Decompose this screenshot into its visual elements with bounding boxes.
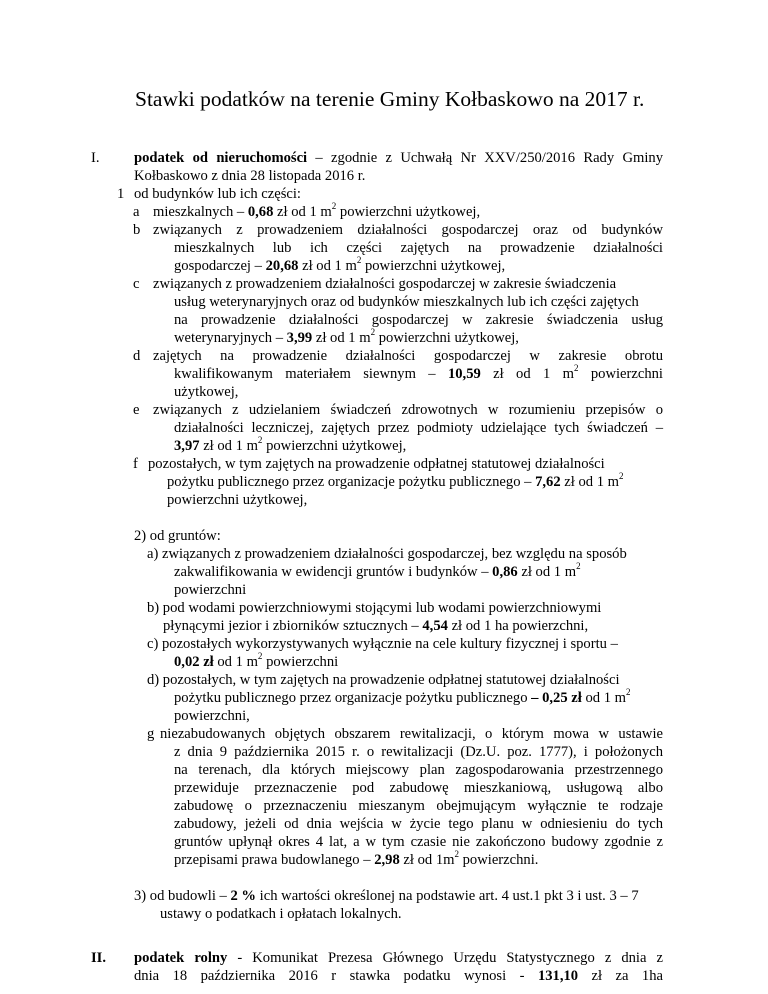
rate-value: 0,68 <box>247 204 274 220</box>
list-item-cont: zabudowy, jeżeli od dnia wejścia w życie tego planu w odniesieniu do tych <box>174 816 663 832</box>
list-item: 3) od budowli – 2 % ich wartości określonej na podstawie art. 4 ust.1 pkt 3 i ust. 3 – 7 <box>134 888 639 904</box>
rate-value: 3,97 <box>174 438 200 454</box>
list-label: 2) od gruntów: <box>134 528 221 544</box>
section-numeral: II. <box>91 950 107 966</box>
list-item-cont: gruntów upłynął okres 4 lat, a w tym czasie nie zakończono budowy zgodnie z <box>174 834 663 850</box>
list-item: związanych z udzielaniem świadczeń zdrowotnych w rozumieniu przepisów o <box>153 402 663 418</box>
list-item-cont: przepisami prawa budowlanego – 2,98 zł od $1m^2$ powierzchni. <box>174 849 539 868</box>
list-item-cont: powierzchni użytkowej, <box>167 492 308 508</box>
rate-value: 20,68 <box>265 258 299 274</box>
list-item-cont: powierzchni, <box>174 708 250 724</box>
list-item-cont: pożytku publicznego przez organizacje pożytku publicznego – 0,25 zł od 1 $m^2$ <box>174 687 631 706</box>
list-label: od budynków lub ich części: <box>134 186 301 202</box>
list-item-cont: użytkowej, <box>174 384 239 400</box>
list-item-cont: kwalifikowanym materiałem siewnym – 10,59 zł od 1 $m^2$ powierzchni <box>174 363 663 382</box>
list-item: zajętych na prowadzenie działalności gospodarczej w zakresie obrotu <box>153 348 663 364</box>
item-letter: c <box>133 276 140 292</box>
section-intro-line: podatek rolny - Komunikat Prezesa Głównego Urzędu Statystycznego z dnia z <box>134 950 663 966</box>
rate-value: 2,98 <box>374 852 400 868</box>
list-item: niezabudowanych objętych obszarem rewitalizacji, o którym mowa w ustawie <box>160 726 663 742</box>
list-item: b) pod wodami powierzchniowymi stojącymi lub wodami powierzchniowymi <box>147 600 602 616</box>
list-item-cont: zabudowę o przeznaczeniu mieszanym obejmującym wyłącznie te rodzaje <box>174 798 663 814</box>
rate-value: – 0,25 zł <box>531 690 582 706</box>
item-letter: g <box>147 726 155 742</box>
list-item-cont: z dnia 9 października 2015 r. o rewitalizacji (Dz.U. poz. 1777), i położonych <box>174 744 663 760</box>
section-numeral: I. <box>91 150 100 166</box>
item-letter: e <box>133 402 140 418</box>
list-item-cont: gospodarczej – 20,68 zł od 1 $m^2$ powierzchni użytkowej, <box>174 255 506 274</box>
rate-value: 131,10 <box>537 968 579 984</box>
list-item: a) związanych z prowadzeniem działalności gospodarczej, bez względu na sposób <box>147 546 627 562</box>
rate-value: 0,86 <box>492 564 518 580</box>
list-item-cont: weterynaryjnych – 3,99 zł od 1 $m^2$ powierzchni użytkowej, <box>174 327 519 346</box>
rate-value: 3,99 <box>286 330 313 346</box>
rate-value: 7,62 <box>535 474 561 490</box>
list-item-cont: zakwalifikowania w ewidencji gruntów i budynków – 0,86 zł od 1 $m^2$ <box>174 561 581 580</box>
item-letter: b <box>133 222 141 238</box>
rate-value: 2 % <box>230 888 257 904</box>
page-title: Stawki podatków na terenie Gminy Kołbaskowo na 2017 r. <box>135 87 645 111</box>
list-item-cont: przewiduje przeznaczenie pod zabudowę mieszkaniową, usługową albo <box>174 780 663 796</box>
rate-value: 0,02 zł <box>174 654 214 670</box>
section-intro-line: dnia 18 października 2016 r stawka podatku wynosi - 131,10 zł za 1ha <box>134 968 663 984</box>
list-item-cont: mieszkalnych lub ich części zajętych na prowadzenie działalności <box>174 240 663 256</box>
rate-value: 4,54 <box>422 618 448 634</box>
list-item: związanych z prowadzeniem działalności gospodarczej w zakresie świadczenia <box>153 276 617 292</box>
list-item-cont: płynącymi jezior i zbiorników sztucznych – 4,54 zł od 1 ha powierzchni, <box>163 618 589 634</box>
rate-value: 10,59 <box>447 366 481 382</box>
list-item: związanych z prowadzeniem działalności gospodarczej oraz od budynków <box>153 222 663 238</box>
list-item-cont: pożytku publicznego przez organizacje pożytku publicznego – 7,62 zł od 1 $m^2$ <box>167 471 624 490</box>
list-item-cont: na terenach, dla których miejscowy plan zagospodarowania przestrzennego <box>174 762 663 778</box>
section-heading: podatek od nieruchomości <box>134 150 308 166</box>
list-item-cont: 0,02 zł od 1 $m^2$ powierzchni <box>174 651 339 670</box>
list-item: mieszkalnych – 0,68 zł od 1 $m^2$ powierzchni użytkowej, <box>153 201 481 220</box>
item-letter: f <box>133 456 138 472</box>
list-item-cont: na prowadzenie działalności gospodarczej w zakresie świadczenia usług <box>174 312 663 328</box>
list-item-cont: powierzchni <box>174 582 247 598</box>
item-letter: d <box>133 348 141 364</box>
list-item-cont: ustawy o podatkach i opłatach lokalnych. <box>160 906 402 922</box>
section-intro-line: podatek od nieruchomości – zgodnie z Uchwałą Nr XXV/250/2016 Rady Gminy <box>134 150 663 166</box>
list-item-cont: 3,97 zł od 1 $m^2$ powierzchni użytkowej, <box>174 435 407 454</box>
list-item-cont: działalności leczniczej, zajętych przez podmioty udzielające tych świadczeń – <box>174 420 663 436</box>
list-item: c) pozostałych wykorzystywanych wyłącznie na cele kultury fizycznej i sportu – <box>147 636 618 652</box>
list-item-cont: usług weterynaryjnych oraz od budynków mieszkalnych lub ich części zajętych <box>174 294 639 310</box>
section-heading: podatek rolny <box>134 950 228 966</box>
item-letter: a <box>133 204 140 220</box>
list-item: d) pozostałych, w tym zajętych na prowadzenie odpłatnej statutowej działalności <box>147 672 620 688</box>
section-intro-line: Kołbaskowo z dnia 28 listopada 2016 r. <box>134 168 366 184</box>
list-number: 1 <box>117 186 125 202</box>
list-item: pozostałych, w tym zajętych na prowadzenie odpłatnej statutowej działalności <box>148 456 605 472</box>
